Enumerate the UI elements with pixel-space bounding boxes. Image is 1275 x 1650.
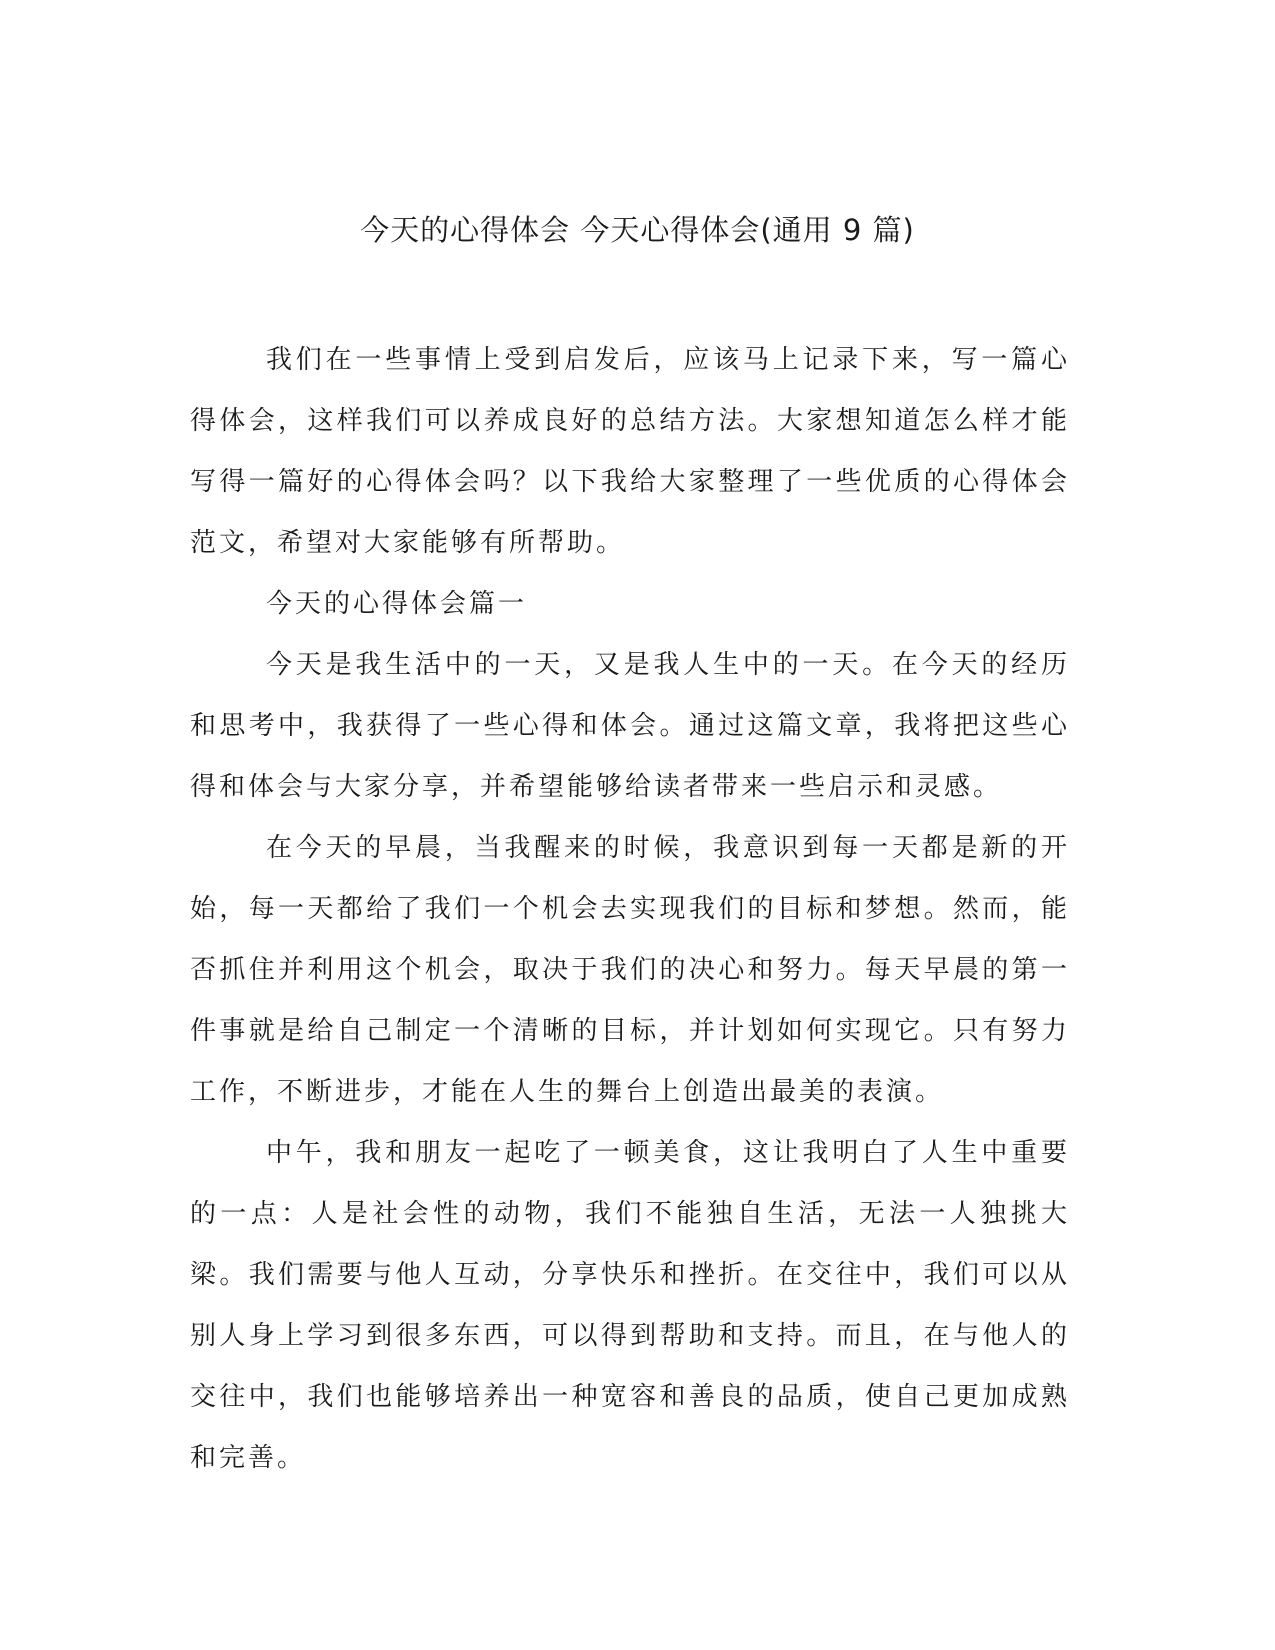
section-heading: 今天的心得体会篇一	[266, 589, 528, 619]
intro-paragraph: 我们在一些事情上受到启发后，应该马上记录下来，写一篇心得体会，这样我们可以养成良好的总结方法。大家想知道怎么样才能写得一篇好的心得体会吗？以下我给大家整理了一些优质的心得体会范文，希望对大家能够有所帮助。	[190, 345, 1070, 558]
body-paragraph: 中午，我和朋友一起吃了一顿美食，这让我明白了人生中重要的一点：人是社会性的动物，我们不能独自生活，无法一人独挑大梁。我们需要与他人互动，分享快乐和挫折。在交往中，我们可以从别人身上学习到很多东西，可以得到帮助和支持。而且，在与他人的交往中，我们也能够培养出一种宽容和善良的品质，使自己更加成熟和完善。	[190, 1138, 1070, 1473]
document-body	[190, 330, 1070, 1489]
body-paragraph: 在今天的早晨，当我醒来的时候，我意识到每一天都是新的开始，每一天都给了我们一个机会去实现我们的目标和梦想。然而，能否抓住并利用这个机会，取决于我们的决心和努力。每天早晨的第一件事就是给自己制定一个清晰的目标，并计划如何实现它。只有努力工作，不断进步，才能在人生的舞台上创造出最美的表演。	[190, 833, 1070, 1107]
body-paragraph: 今天是我生活中的一天，又是我人生中的一天。在今天的经历和思考中，我获得了一些心得和体会。通过这篇文章，我将把这些心得和体会与大家分享，并希望能够给读者带来一些启示和灵感。	[190, 650, 1070, 802]
document-title: 今天的心得体会 今天心得体会(通用 9 篇)	[360, 213, 915, 247]
